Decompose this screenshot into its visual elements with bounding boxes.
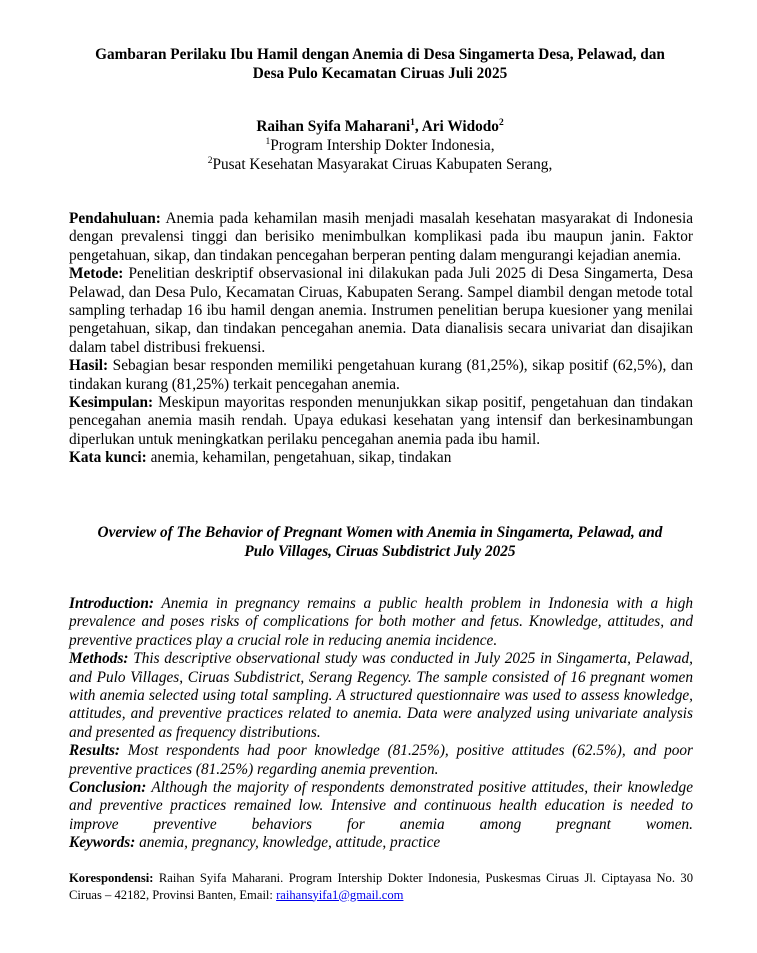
email-link[interactable]: raihansyifa1@gmail.com [276,887,404,902]
abstract-conclusion [69,779,693,834]
author-1: Raihan Syifa Maharani [256,118,411,135]
section-label: Conclusion: [69,779,147,797]
affiliation-1-mark: 1 [265,137,271,147]
correspondence-label: Korespondensi: [69,871,154,885]
abstract-english [69,595,693,853]
section-label: Pendahuluan: [69,210,161,227]
author-1-affiliation-mark: 1 [410,118,415,128]
section-label: Methods: [69,650,129,668]
section-text: anemia, pregnancy, knowledge, attitude, practice [135,834,441,852]
section-text: Most respondents had poor knowledge (81.25%), positive attitudes (62.5%), and poor preventive practices (81.25%) regarding anemia prevention. [69,742,693,778]
abstrak-pendahuluan [69,210,693,265]
author-2: Ari Widodo [421,118,499,135]
indonesian-title [60,45,700,83]
english-title-line-1: Overview of The Behavior of Pregnant Women with Anemia in Singamerta, Pelawad, and [97,524,663,541]
english-title [60,523,700,561]
author-names [60,117,700,136]
section-text: Meskipun mayoritas responden menunjukkan sikap positif, pengetahuan dan tindakan pencegahan anemia masih rendah. Upaya edukasi kesehatan yang intensif dan berkesinambungan diperlukan untuk meningkatkan perilaku pencegahan anemia pada ibu hamil. [69,394,693,448]
affiliation-2-mark: 2 [207,156,213,166]
abstrak-hasil [69,357,693,394]
affiliation-1 [60,136,700,155]
section-label: Results: [69,742,120,760]
indonesian-title-line-1: Gambaran Perilaku Ibu Hamil dengan Anemia di Desa Singamerta Desa, Pelawad, dan [95,46,665,63]
section-text: Anemia in pregnancy remains a public health problem in Indonesia with a high prevalence and poses risks of complications for both mother and fetus. Knowledge, attitudes, and preventive practices play a crucial role in reducing anemia incidence. [69,595,693,649]
abstract-introduction [69,595,693,650]
author-block [60,117,700,174]
section-text: Although the majority of respondents demonstrated positive attitudes, their knowledge and preventive practices remained low. Intensive and continuous health education is needed to improve preventive behaviors for anemia among pregnant women. [69,779,693,833]
affiliation-2 [60,155,700,174]
section-label: Kata kunci: [69,449,147,467]
affiliation-1-text: Program Intership Dokter Indonesia, [270,137,495,154]
section-label: Introduction: [69,595,155,612]
section-text: Sebagian besar responden memiliki pengetahuan kurang (81,25%), sikap positif (62,5%), dan tindakan kurang (81,25%) terkait pencegahan anemia. [69,357,693,393]
author-2-affiliation-mark: 2 [498,118,504,128]
abstrak-kata-kunci [69,449,693,467]
indonesian-title-line-2: Desa Pulo Kecamatan Ciruas Juli 2025 [252,65,508,82]
section-text: Anemia pada kehamilan masih menjadi masalah kesehatan masyarakat di Indonesia dengan prevalensi tinggi dan berisiko menimbulkan komplikasi pada ibu maupun janin. Faktor pengetahuan, sikap, dan tindakan pencegahan berperan penting dalam mengurangi kejadian anemia. [69,210,693,264]
section-text: This descriptive observational study was conducted in July 2025 in Singamerta, Pelawad, and Pulo Villages, Ciruas Subdistrict, Serang Regency. The sample consisted of 16 pregnant women with anemia selected using total sampling. A structured questionnaire was used to assess knowledge, attitudes, and preventive practices related to anemia. Data were analyzed using univariate analysis and presented as frequency distributions. [69,650,693,741]
abstrak-indonesian [69,210,693,468]
correspondence-text: Raihan Syifa Maharani. Program Intership Dokter Indonesia, Puskesmas Ciruas Jl. Ciptayasa No. 30 Ciruas – 42182, Provinsi Banten, Email: [69,871,693,902]
section-label: Kesimpulan: [69,394,154,412]
section-label: Hasil: [69,357,109,375]
abstract-keywords [69,834,693,852]
section-text: anemia, kehamilan, pengetahuan, sikap, tindakan [146,449,452,467]
author-separator: , [414,118,422,135]
abstrak-metode [69,265,693,357]
abstract-methods [69,650,693,742]
affiliation-2-text: Pusat Kesehatan Masyarakat Ciruas Kabupaten Serang, [212,156,553,173]
correspondence [69,870,693,903]
abstrak-kesimpulan [69,394,693,449]
section-label: Keywords: [69,834,136,852]
section-text: Penelitian deskriptif observasional ini dilakukan pada Juli 2025 di Desa Singamerta, Desa Pelawad, dan Desa Pulo, Kecamatan Ciruas, Kabupaten Serang. Sampel diambil dengan metode total sampling terhadap 16 ibu hamil dengan anemia. Instrumen penelitian berupa kuesioner yang menilai pengetahuan, sikap, dan tindakan pencegahan anemia. Data dianalisis secara univariat dan disajikan dalam tabel distribusi frekuensi. [69,265,693,356]
abstract-results [69,742,693,779]
section-label: Metode: [69,265,124,283]
english-title-line-2: Pulo Villages, Ciruas Subdistrict July 2025 [244,543,516,560]
